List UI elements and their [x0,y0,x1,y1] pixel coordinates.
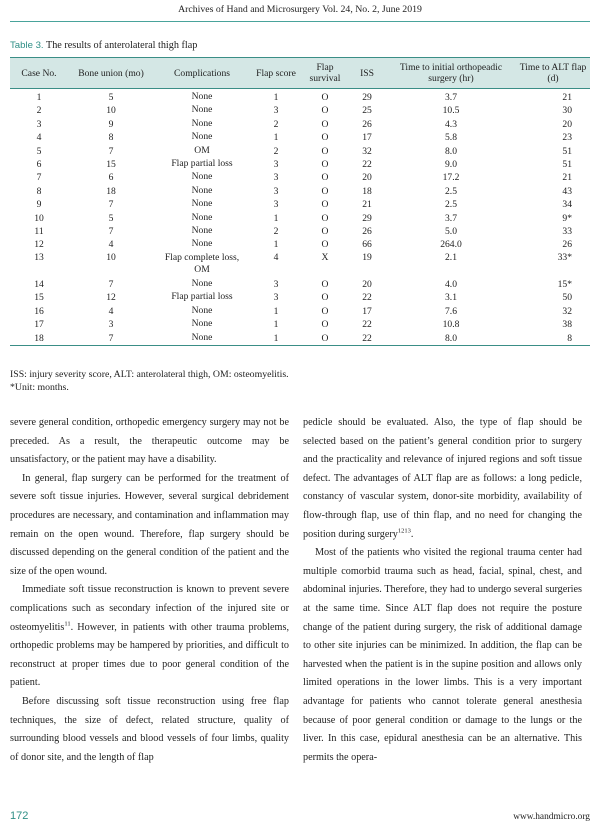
table-cell: O [321,105,329,117]
column-header: Complications [154,58,250,89]
table-cell: 7 [108,199,114,211]
table-cell: 9.0 [445,159,457,171]
table-cell: 22 [362,319,372,331]
table-row [10,332,590,346]
table-cell: 1 [250,332,302,346]
paragraph: Immediate soft tissue reconstruction is known to prevent severe complications such as secondary infection of the injured site or osteomyelitis$^{11}$. However, in patients with other trauma problems, orthopedic problems may be hampered by priorities, and difficult to reconstruct at proper times due to poor general condition of the patient. [10,584,289,689]
table-cell: 16 [34,305,44,317]
table-row [10,131,590,144]
table-cell: 17 [362,132,372,144]
table-cell: 2 [273,145,279,157]
table-cell: 4 [36,132,42,144]
table-cell: 7 [108,226,114,238]
table-row [10,171,590,184]
table-cell: 43 [562,185,572,197]
table-cell: None [191,198,213,210]
table-cell: 3.7 [445,92,457,103]
table-cell: 7 [108,278,114,290]
table-row [10,89,590,105]
paragraph: severe general condition, orthopedic emergency surgery may not be preceded. As a result, the therapeutic outcome may be unsatisfactory, or the patient may have a disability. [10,417,289,466]
table-cell: None [191,211,213,223]
table-cell: 4 [108,305,114,317]
table-cell: 4.0 [445,278,457,290]
table-cell: 5 [108,92,114,103]
table-cell: 4.3 [445,118,457,130]
table-cell: 1 [273,212,279,224]
table-cell: 22 [362,159,372,171]
table-cell: O [321,118,329,130]
table-cell: 2.5 [445,199,457,211]
table-cell: Flap partial loss [171,291,233,303]
table-cell: 20 [562,118,572,130]
table-row [10,318,590,331]
table-cell: 3 [273,278,279,290]
table-cell: 26 [562,239,572,251]
table-cell: 264.0 [440,239,462,251]
table-cell: 9 [108,118,114,130]
table-cell: O [321,199,329,211]
table-cell: 66 [362,239,372,251]
table-cell: None [191,171,213,183]
column-header: ISS [348,58,386,89]
table-cell: None [191,318,213,330]
page-number: 172 [10,810,29,822]
table-cell: 5.0 [445,226,457,238]
table-cell: 29 [362,212,372,224]
table-cell: None [191,131,213,143]
table-cell: O [321,292,329,304]
table-cell: 7 [36,172,42,184]
table-cell: 51 [562,145,572,157]
table-cell: 4 [273,251,279,263]
table-cell: O [321,92,329,103]
table-cell: None [191,277,213,289]
table-cell: 17.2 [442,172,460,184]
table-cell: None [191,304,213,316]
table-cell: O [321,185,329,197]
table-cell: 3 [273,199,279,211]
table-cell: 15 [34,292,44,304]
citation-ref: 13 [404,527,411,535]
table-row [10,118,590,131]
table-cell: 12 [34,239,44,251]
table-cell: 3 [273,105,279,117]
table-row [10,198,590,211]
table-cell: O [321,319,329,331]
table-cell: O [321,172,329,184]
table-cell: 1 [273,132,279,144]
table-footnotes [10,368,289,394]
table-row [10,291,590,304]
table-cell: O [321,305,329,317]
table-cell: Flap complete loss, OM [164,251,240,276]
table-cell: 25 [362,105,372,117]
results-table [10,57,590,346]
paragraph: pedicle should be evaluated. Also, the type of flap should be selected based on the patient’s general condition prior to surgery and the practicality and relevance of injured regions and soft tissue defect. The advantages of ALT flap are as follows: a long pedicle, constancy of vascular system, donor-site morbidity, availability of flow-through flap, use of thin flap, and no need for changing the position during surgery$^{1213}$. [303,417,582,540]
table-cell: 8.0 [445,145,457,157]
table-cell: None [154,332,250,346]
table-cell: 10 [106,105,116,117]
table-cell: 5.8 [445,132,457,144]
table-cell: 18 [10,332,68,346]
table-row [10,158,590,171]
table-cell: None [191,104,213,116]
citation-ref: 12 [397,527,405,535]
table-cell: 9* [562,212,572,224]
table-cell: 14 [34,278,44,290]
table-cell: O [321,145,329,157]
table-cell: 34 [562,199,572,211]
table-row [10,225,590,238]
table-row [10,212,590,225]
table-cell: 2 [273,226,279,238]
table-cell: 29 [362,92,372,103]
table-cell: 3 [108,319,114,331]
table-cell: 4 [108,239,114,251]
table-caption [10,40,197,51]
table-footnote-unit: *Unit: months. [10,382,69,393]
table-cell: 1 [273,92,279,103]
table-cell: 33 [562,226,572,238]
table-cell: 33* [557,251,572,263]
table-cell: O [321,132,329,144]
table-cell: 18 [106,185,116,197]
table-cell: 21 [562,172,572,184]
table-cell: 51 [562,159,572,171]
journal-url: www.handmicro.org [513,812,590,822]
table-cell: 12 [106,292,116,304]
table-cell: O [302,332,348,346]
table-cell: 15 [106,159,116,171]
table-cell: 1 [36,92,42,103]
body-column-left [10,414,289,767]
citation-ref: 11 [64,620,71,628]
table-cell: 2.1 [445,251,457,263]
table-cell: 5 [36,145,42,157]
table-cell: 1 [273,319,279,331]
table-header [10,58,590,89]
table-cell: 21 [562,92,572,103]
table-cell: 3 [36,118,42,130]
table-cell: O [321,226,329,238]
table-cell: 10 [106,251,116,263]
table-cell: 8 [36,185,42,197]
table-row [10,145,590,158]
table-cell: 22 [348,332,386,346]
table-cell: 5 [108,212,114,224]
table-cell: 23 [562,132,572,144]
table-row [10,278,590,291]
table-cell: 20 [362,278,372,290]
column-header: Time to initial orthopeadic surgery (hr) [386,58,516,89]
table-cell: 10.8 [442,319,460,331]
table-cell: 30 [562,105,572,117]
table-row [10,238,590,251]
table-cell: 20 [362,172,372,184]
table-cell: 15* [557,278,572,290]
header-divider [10,21,590,22]
table-cell: 18 [362,185,372,197]
table-cell: 7 [68,332,154,346]
paragraph: Before discussing soft tissue reconstruction using free flap techniques, the size of defect, related structure, quality of surrounding blood vessels and blood vessels of four limbs, quality of donor site, and the length of flap [10,695,289,763]
column-header: Time to ALT flap (d) [516,58,590,89]
table-cell: None [191,117,213,129]
table-cell: None [191,238,213,250]
table-cell: 10 [34,212,44,224]
table-label: Table 3. [10,40,44,51]
table-cell: 8 [108,132,114,144]
table-cell: 2 [36,105,42,117]
table-footnote-abbreviations: ISS: injury severity score, ALT: anterolateral thigh, OM: osteomyelitis. [10,369,289,380]
table-cell: 8 [516,332,590,346]
table-cell: 32 [362,145,372,157]
table-cell: None [191,184,213,196]
table-cell: O [321,278,329,290]
table-cell: O [321,212,329,224]
table-cell: 17 [362,305,372,317]
column-header: Case No. [10,58,68,89]
table-cell: 2.5 [445,185,457,197]
table-cell: 1 [273,305,279,317]
table-cell: 6 [36,159,42,171]
table-body [10,89,590,346]
table-row [10,104,590,117]
table-cell: 26 [362,118,372,130]
table-cell: 3 [273,159,279,171]
table-row [10,305,590,318]
table-cell: 3 [273,185,279,197]
table-cell: Flap partial loss [171,158,233,170]
table-cell: 1 [273,239,279,251]
table-cell: 3 [273,292,279,304]
table-cell: 26 [362,226,372,238]
table-cell: 3.7 [445,212,457,224]
table-row [10,185,590,198]
table-cell: 3 [273,172,279,184]
table-cell: None [191,225,213,237]
table-cell: 6 [108,172,114,184]
table-cell: 21 [362,199,372,211]
column-header: Bone union (mo) [68,58,154,89]
table-row [10,252,590,278]
body-column-right [303,414,582,767]
table-cell: 22 [362,292,372,304]
table-cell: O [321,159,329,171]
table-cell: 11 [34,226,44,238]
table-cell: OM [194,144,210,156]
table-cell: 50 [562,292,572,304]
table-caption-text: The results of anterolateral thigh flap [45,40,198,51]
table-cell: None [191,91,213,102]
table-cell: 8.0 [386,332,516,346]
paragraph: In general, flap surgery can be performed for the treatment of severe soft tissue injuries. However, several surgical debridement procedures are necessary, and contamination and inflammation may remain on the open wound. Therefore, flap surgery should be discussed depending on the general condition of the patient and the size of the open wound. [10,472,289,577]
running-header: Archives of Hand and Microsurgery Vol. 24, No. 2, June 2019 [178,4,422,15]
table-cell: 7.6 [445,305,457,317]
table-cell: X [321,251,329,263]
table-cell: 17 [34,319,44,331]
table-cell: 19 [362,251,372,263]
paragraph: Most of the patients who visited the regional trauma center had multiple comorbid trauma such as head, facial, spinal, chest, and abdominal injuries. Therefore, they had to undergo several surgeries at the same time. Since ALT flap does not require the posture change of the patient during surgery, the risk of additional damage to other site injuries can be minimized. In addition, the flap can be harvested when the patient is in the supine position and allows only limited operations in the lower limbs. This is a very important advantage for patients who cannot tolerate general anesthesia because of poor general condition or damage to the lungs or the liver. In this case, epidural anesthesia can be an alternative. This permits the opera- [303,547,582,763]
table-cell: O [321,239,329,251]
table-cell: 38 [562,319,572,331]
table-cell: 10.5 [442,105,460,117]
table-cell: 32 [562,305,572,317]
table-cell: 3.1 [445,292,457,304]
table-cell: 7 [108,145,114,157]
table-cell: 9 [36,199,42,211]
table-cell: 13 [34,251,44,263]
column-header: Flap score [250,58,302,89]
table-cell: 2 [273,118,279,130]
column-header: Flap survival [302,58,348,89]
